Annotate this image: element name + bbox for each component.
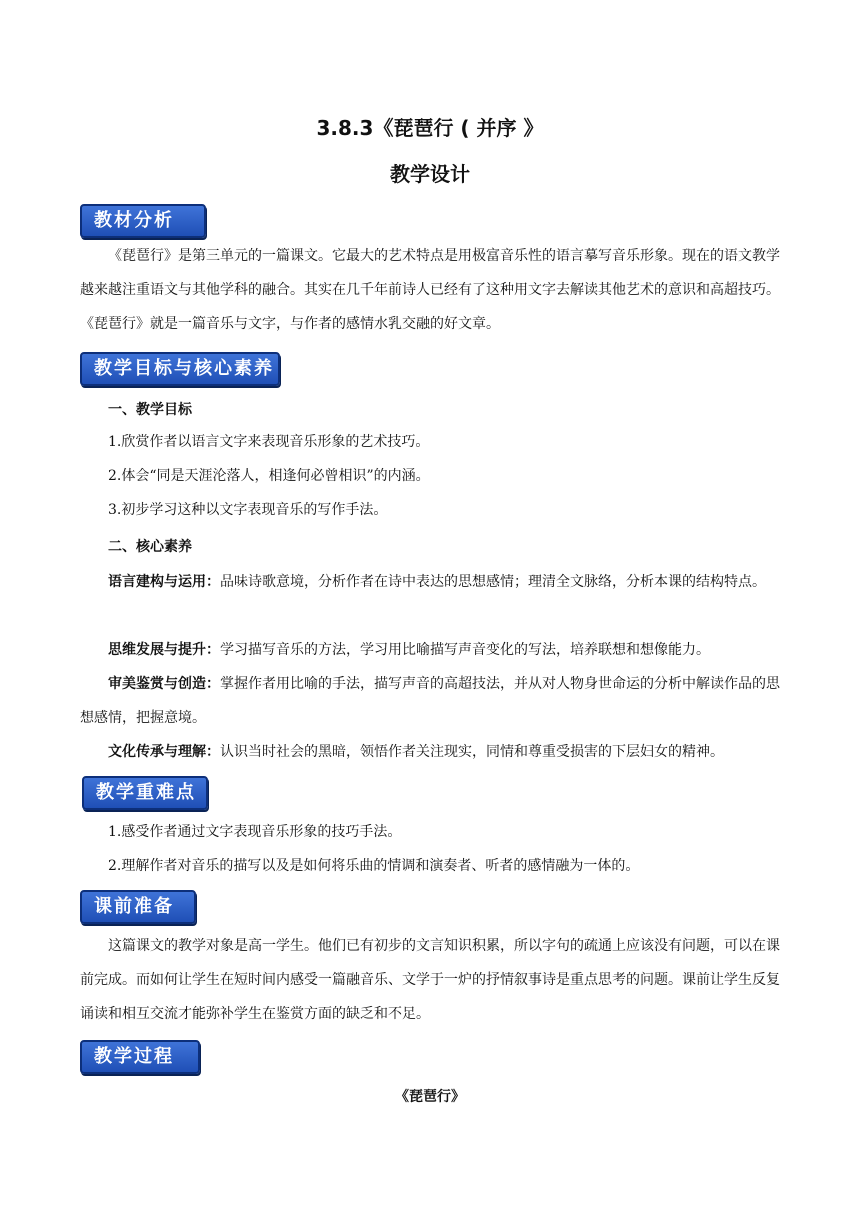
document-title: 3.8.3《琵琶行 ( 并序 》 bbox=[316, 116, 544, 140]
analysis-paragraph: 《琵琶行》是第三单元的一篇课文。它最大的艺术特点是用极富音乐性的语言摹写音乐形象。现在的语文教学越来越注重语文与其他学科的融合。其实在几千年前诗人已经有了这种用文字去解读其他艺术的意识和高超技巧。《琵琶行》就是一篇音乐与文字，与作者的感情水乳交融的好文章。 bbox=[80, 248, 780, 332]
core-heading: 二、核心素养 bbox=[108, 539, 192, 555]
goal-item-3: 3.初步学习这种以文字表现音乐的写作手法。 bbox=[108, 502, 388, 518]
section-badge-prep: 课前准备 bbox=[80, 890, 196, 924]
section-badge-process: 教学过程 bbox=[80, 1040, 200, 1074]
core-text: 掌握作者用比喻的手法，描写声音的高超技法，并从对人物身世命运的分析中解读作品的思想感情，把握意境。 bbox=[80, 676, 780, 726]
core-item-language bbox=[80, 565, 780, 599]
key-point-1: 1.感受作者通过文字表现音乐形象的技巧手法。 bbox=[108, 824, 402, 840]
key-point-2: 2.理解作者对音乐的描写以及是如何将乐曲的情调和演奏者、听者的感情融为一体的。 bbox=[108, 858, 640, 874]
core-text: 品味诗歌意境，分析作者在诗中表达的思想感情；理清全文脉络，分析本课的结构特点。 bbox=[220, 574, 766, 590]
process-subheading: 《琵琶行》 bbox=[395, 1089, 465, 1105]
core-item-aesthetic bbox=[80, 667, 780, 735]
core-label: 文化传承与理解： bbox=[108, 744, 220, 760]
section-badge-goals: 教学目标与核心素养 bbox=[80, 352, 280, 386]
document-subtitle: 教学设计 bbox=[390, 162, 470, 186]
section-badge-analysis: 教材分析 bbox=[80, 204, 206, 238]
core-text: 学习描写音乐的方法，学习用比喻描写声音变化的写法，培养联想和想像能力。 bbox=[220, 642, 710, 658]
section-badge-key-points: 教学重难点 bbox=[82, 776, 208, 810]
core-label: 语言建构与运用： bbox=[108, 574, 220, 590]
goal-item-1: 1.欣赏作者以语言文字来表现音乐形象的艺术技巧。 bbox=[108, 434, 430, 450]
goal-item-2: 2.体会“同是天涯沦落人，相逢何必曾相识”的内涵。 bbox=[108, 468, 430, 484]
core-item-culture bbox=[80, 735, 780, 769]
goals-heading: 一、教学目标 bbox=[108, 402, 192, 418]
core-label: 审美鉴赏与创造： bbox=[108, 676, 220, 692]
core-text: 认识当时社会的黑暗，领悟作者关注现实，同情和尊重受损害的下层妇女的精神。 bbox=[220, 744, 724, 760]
prep-paragraph: 这篇课文的教学对象是高一学生。他们已有初步的文言知识积累，所以字句的疏通上应该没有问题，可以在课前完成。而如何让学生在短时间内感受一篇融音乐、文学于一炉的抒情叙事诗是重点思考的问题。课前让学生反复诵读和相互交流才能弥补学生在鉴赏方面的缺乏和不足。 bbox=[80, 938, 780, 1022]
core-item-thinking bbox=[80, 633, 780, 667]
core-label: 思维发展与提升： bbox=[108, 642, 220, 658]
